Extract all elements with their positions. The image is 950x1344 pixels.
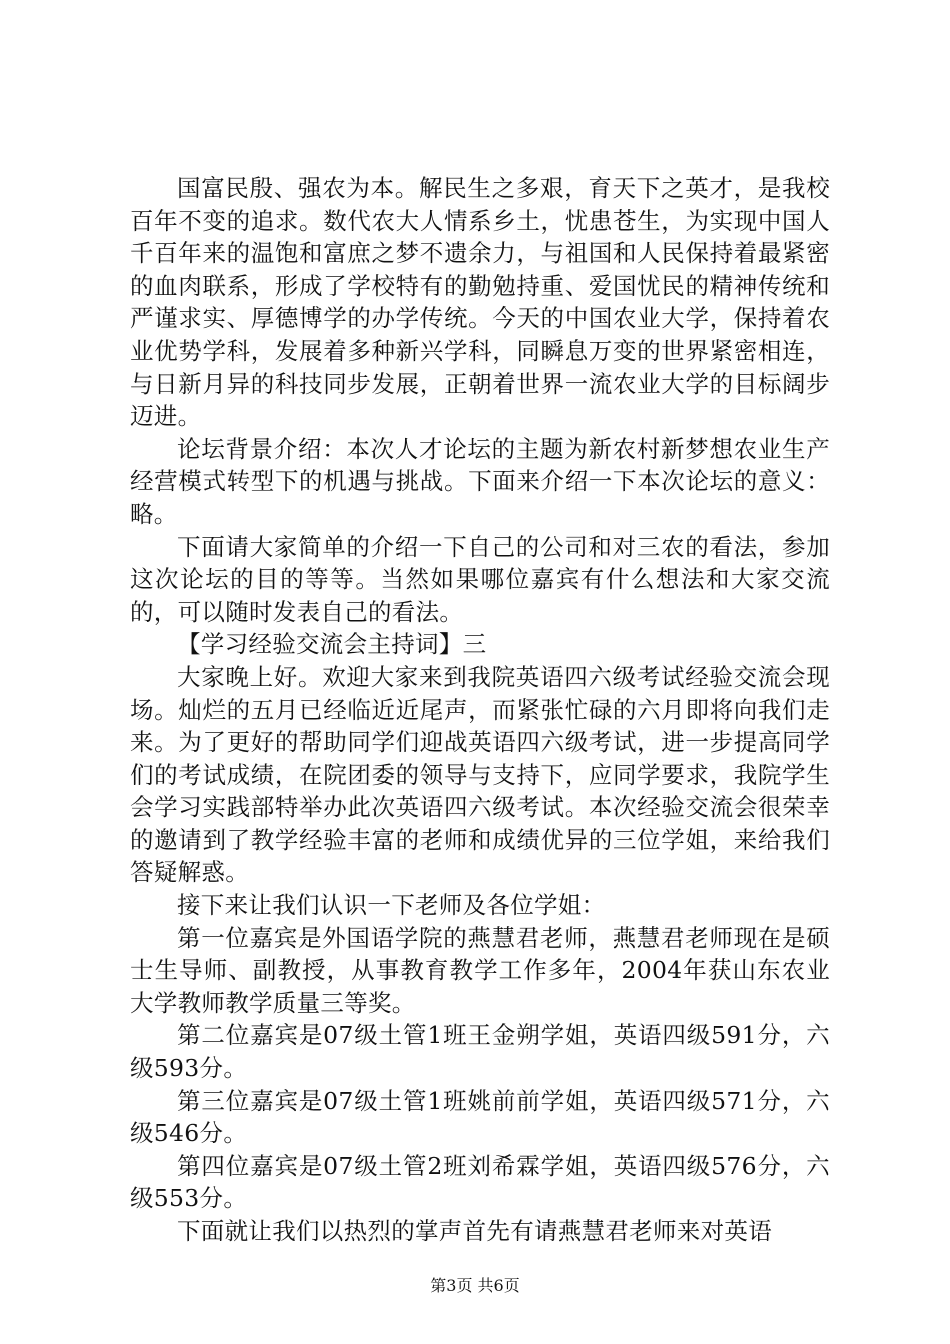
paragraph-guest-introduction: 下面请大家简单的介绍一下自己的公司和对三农的看法，参加这次论坛的目的等等。当然如果哪位嘉宾有什么想法和大家交流的，可以随时发表自己的看法。 xyxy=(130,532,830,626)
section-heading: 【学习经验交流会主持词】三 xyxy=(177,630,487,659)
paragraph-guest-3: 第三位嘉宾是07级土管1班姚前前学姐，英语四级571分，六级546分。 xyxy=(130,1086,830,1148)
paragraph-welcome: 大家晚上好。欢迎大家来到我院英语四六级考试经验交流会现场。灿烂的五月已经临近近尾声，而紧张忙碌的六月即将向我们走来。为了更好的帮助同学们迎战英语四六级考试，进一步提高同学们的考试成绩，在院团委的领导与支持下，应同学要求，我院学生会学习实践部特举办此次英语四六级考试。本次经验交流会很荣幸的邀请到了教学经验丰富的老师和成绩优异的三位学姐，来给我们答疑解惑。 xyxy=(130,662,830,887)
paragraph-guest-1: 第一位嘉宾是外国语学院的燕慧君老师，燕慧君老师现在是硕士生导师、副教授，从事教育教学工作多年，2004年获山东农业大学教师教学质量三等奖。 xyxy=(130,923,830,1017)
paragraph-guest-2: 第二位嘉宾是07级土管1班王金朔学姐，英语四级591分，六级593分。 xyxy=(130,1021,830,1083)
document-body xyxy=(130,172,830,1248)
paragraph-invite-teacher: 下面就让我们以热烈的掌声首先有请燕慧君老师来对英语 xyxy=(177,1217,772,1245)
paragraph-forum-background: 论坛背景介绍：本次人才论坛的主题为新农村新梦想农业生产经营模式转型下的机遇与挑战。下面来介绍一下本次论坛的意义：略。 xyxy=(130,434,830,528)
paragraph-introduce-guests: 接下来让我们认识一下老师及各位学姐： xyxy=(177,891,606,920)
paragraph-university-intro: 国富民殷、强农为本。解民生之多艰，育天下之英才，是我校百年不变的追求。数代农大人情系乡土，忧患苍生，为实现中国人千百年来的温饱和富庶之梦不遗余力，与祖国和人民保持着最紧密的血肉联系，形成了学校特有的勤勉持重、爱国忧民的精神传统和严谨求实、厚德博学的办学传统。今天的中国农业大学，保持着农业优势学科，发展着多种新兴学科，同瞬息万变的世界紧密相连，与日新月异的科技同步发展，正朝着世界一流农业大学的目标阔步迈进。 xyxy=(130,174,830,431)
paragraph-guest-4: 第四位嘉宾是07级土管2班刘希霖学姐，英语四级576分，六级553分。 xyxy=(130,1151,830,1213)
page-footer: 第3页 共6页 xyxy=(430,1276,520,1295)
